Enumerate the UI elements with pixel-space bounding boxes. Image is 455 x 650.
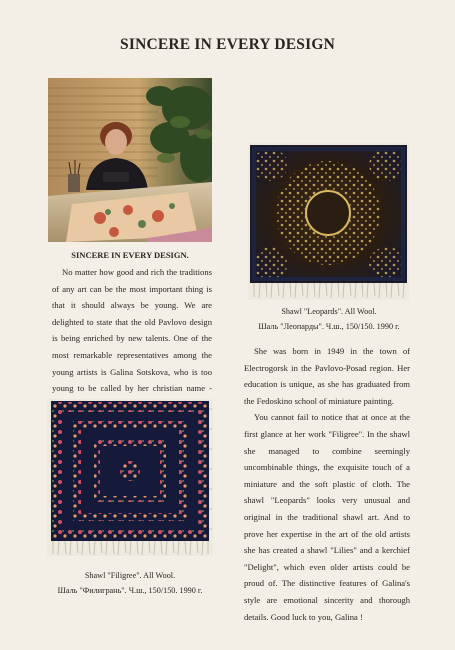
- intro-paragraph: No matter how good and rich the traditions of any art can be the most important thing is that it should always be young. We are delighted to state that the old Pavlovo design is being enriched by new talents. One of the most remarkable representatives among the young artists is Galina Sotskova, who is too young to be called by her christian name -: [52, 267, 212, 394]
- leopards-shawl-photo: [248, 143, 409, 300]
- artist-photo: [48, 78, 212, 242]
- intro-heading: SINCERE IN EVERY DESIGN.: [71, 250, 189, 260]
- leopards-caption: [238, 304, 420, 334]
- biography-text-column: [244, 343, 410, 625]
- page-title: SINCERE IN EVERY DESIGN: [120, 36, 335, 53]
- filigree-caption: [32, 568, 228, 598]
- leopards-caption-ru: Шаль "Леопарды". Ч.ш., 150/150. 1990 г.: [258, 322, 400, 331]
- biography-paragraph-1: She was born in 1949 in the town of Electrogorsk in the Pavlovo-Posad region. Her education is unique, as she has graduated from the Fedoskino school of miniature painting.: [244, 346, 410, 406]
- filigree-caption-ru: Шаль "Филигрань". Ч.ш., 150/150. 1990 г.: [57, 586, 203, 595]
- filigree-shawl-photo: [47, 399, 213, 556]
- filigree-caption-en: Shawl "Filigree". All Wool.: [84, 571, 176, 580]
- leopards-caption-en: Shawl "Leopards". All Wool.: [281, 307, 377, 316]
- biography-paragraph-2: You cannot fail to notice that at once at the first glance at her work "Filigree". In the shawl she managed to combine seemingly uncombinable things, the exquisite touch of a miniature and the soft plastic of cloth. The shawl "Leopards" looks very unusual and original in the traditional shawl art. And to prove her expertise in the art of the old artists she has created a shawl "Lilies" and a kerchief "Delight", which even older artists could be proud of. The distinctive features of Galina's style are emotional sincerity and thorough details. Good luck to you, Galina !: [244, 412, 410, 622]
- intro-text-column: [52, 264, 212, 413]
